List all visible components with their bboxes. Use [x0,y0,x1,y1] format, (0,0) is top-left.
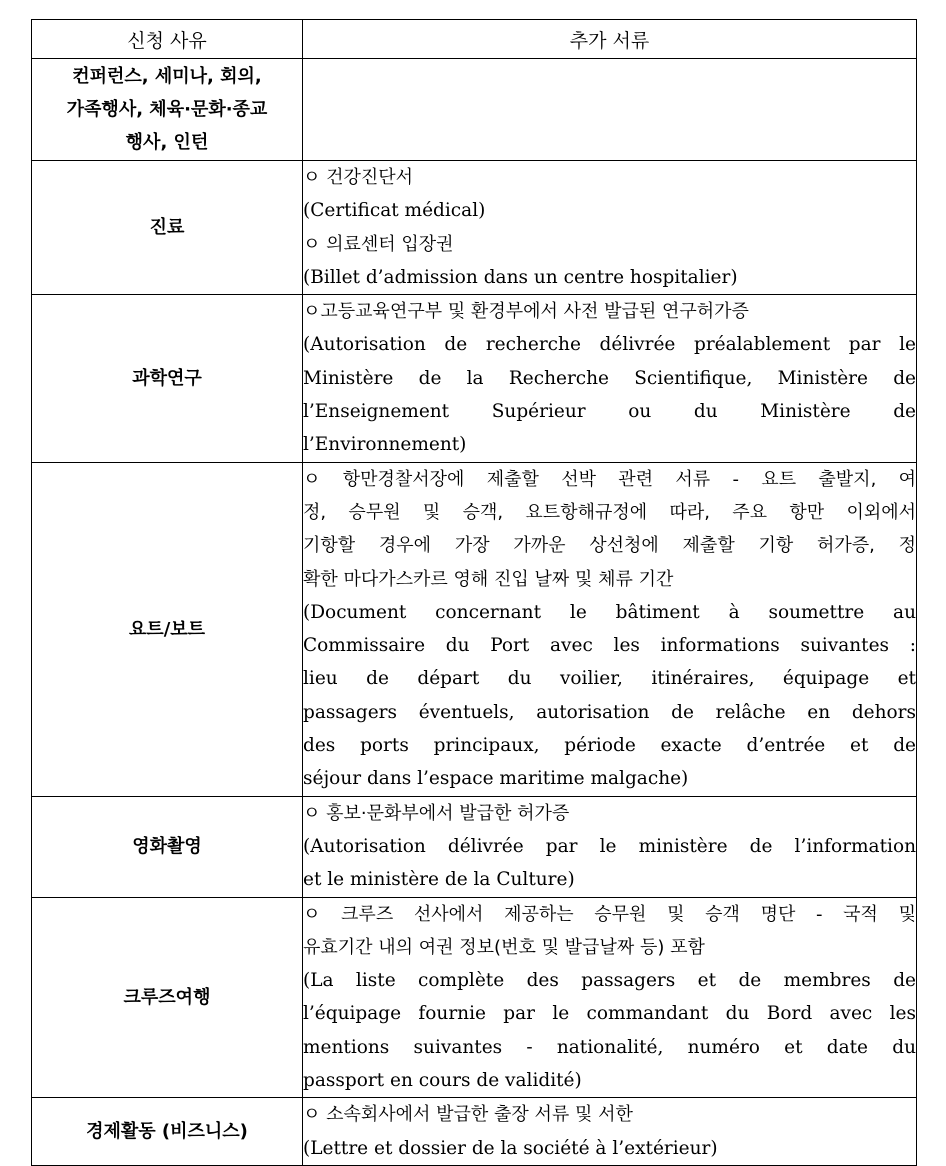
document-line: passagers éventuels, autorisation de relâche en dehors [303,701,916,723]
document-line: l’équipage fournie par le commandant du Bord avec les [303,1003,916,1025]
document-line: (Autorisation de recherche délivrée préalablement par le [303,334,916,356]
reason-line: 영화촬영 [132,836,202,858]
document-line: 확한 마다가스카르 영해 진입 날짜 및 체류 기간 [303,568,674,590]
document-line: ㅇ 항만경찰서장에 제출할 선박 관련 서류 - 요트 출발지, 여 [303,468,916,490]
document-line: (La liste complète des passagers et de membres de [303,970,916,992]
reason-line: 행사, 인턴 [125,132,209,153]
documents-cell [303,897,917,1098]
reason-line: 과학연구 [132,367,202,389]
document-line: Ministère de la Recherche Scientifique, Ministère de [303,367,916,389]
reason-line: 경제활동 (비즈니스) [86,1121,248,1143]
required-documents-table [31,19,917,1166]
document-line: des ports principaux, période exacte d’entrée et de [303,735,916,757]
reason-line: 크루즈여행 [123,986,211,1008]
table-row [32,462,917,796]
document-line: (Autorisation délivrée par le ministère de l’information [303,835,916,857]
reason-cell [32,161,303,295]
reason-cell [32,462,303,796]
document-line: (Certificat médical) [303,200,486,222]
documents-cell [303,59,917,161]
document-line: 유효기간 내의 여권 정보(번호 및 발급날짜 등) 포함 [303,936,705,958]
document-line: 기항할 경우에 가장 가까운 상선청에 제출할 기항 허가증, 정 [303,535,916,557]
document-line: séjour dans l’espace maritime malgache) [303,768,689,790]
reason-cell [32,897,303,1098]
table-row [32,161,917,295]
documents-cell [303,295,917,462]
document-line: 정, 승무원 및 승객, 요트항해규정에 따라, 주요 항만 이외에서 [303,501,916,523]
documents-cell [303,462,917,796]
reason-line: 컨퍼런스, 세미나, 회의, [72,66,262,87]
documents-cell [303,1098,917,1166]
reason-line: 진료 [149,217,185,239]
document-line: passport en cours de validité) [303,1070,582,1092]
document-line: ㅇ 소속회사에서 발급한 출장 서류 및 서한 [303,1104,633,1126]
header-documents: 추가 서류 [303,20,917,59]
document-line: ㅇ고등교육연구부 및 환경부에서 사전 발급된 연구허가증 [303,301,749,323]
document-line: lieu de départ du voilier, itinéraires, équipage et [303,668,916,690]
table-row [32,295,917,462]
document-line: ㅇ 크루즈 선사에서 제공하는 승무원 및 승객 명단 - 국적 및 [303,903,916,925]
document-line: ㅇ 홍보·문화부에서 발급한 허가증 [303,802,570,824]
table-row [32,796,917,897]
document-line: et le ministère de la Culture) [303,869,575,891]
document-line: Commissaire du Port avec les informations suivantes : [303,635,916,657]
table-row [32,59,917,161]
header-reason: 신청 사유 [32,20,303,59]
reason-cell [32,1098,303,1166]
documents-cell [303,796,917,897]
document-line: (Billet d’admission dans un centre hospitalier) [303,266,738,288]
reason-cell [32,59,303,161]
document-line: l’Environnement) [303,434,467,456]
table-row [32,1098,917,1166]
documents-cell [303,161,917,295]
document-line: ㅇ 건강진단서 [303,167,414,188]
table-header-row [32,20,917,59]
reason-line: 요트/보트 [128,618,206,640]
document-line: (Document concernant le bâtiment à soumettre au [303,601,916,623]
reason-line: 가족행사, 체육·문화·종교 [66,99,268,120]
reason-cell [32,796,303,897]
reason-cell [32,295,303,462]
document-line: l’Enseignement Supérieur ou du Ministère de [303,401,916,423]
table-row [32,897,917,1098]
document-line: mentions suivantes - nationalité, numéro et date du [303,1036,916,1058]
document-line: ㅇ 의료센터 입장권 [303,233,454,255]
document-line: (Lettre et dossier de la société à l’extérieur) [303,1137,718,1159]
